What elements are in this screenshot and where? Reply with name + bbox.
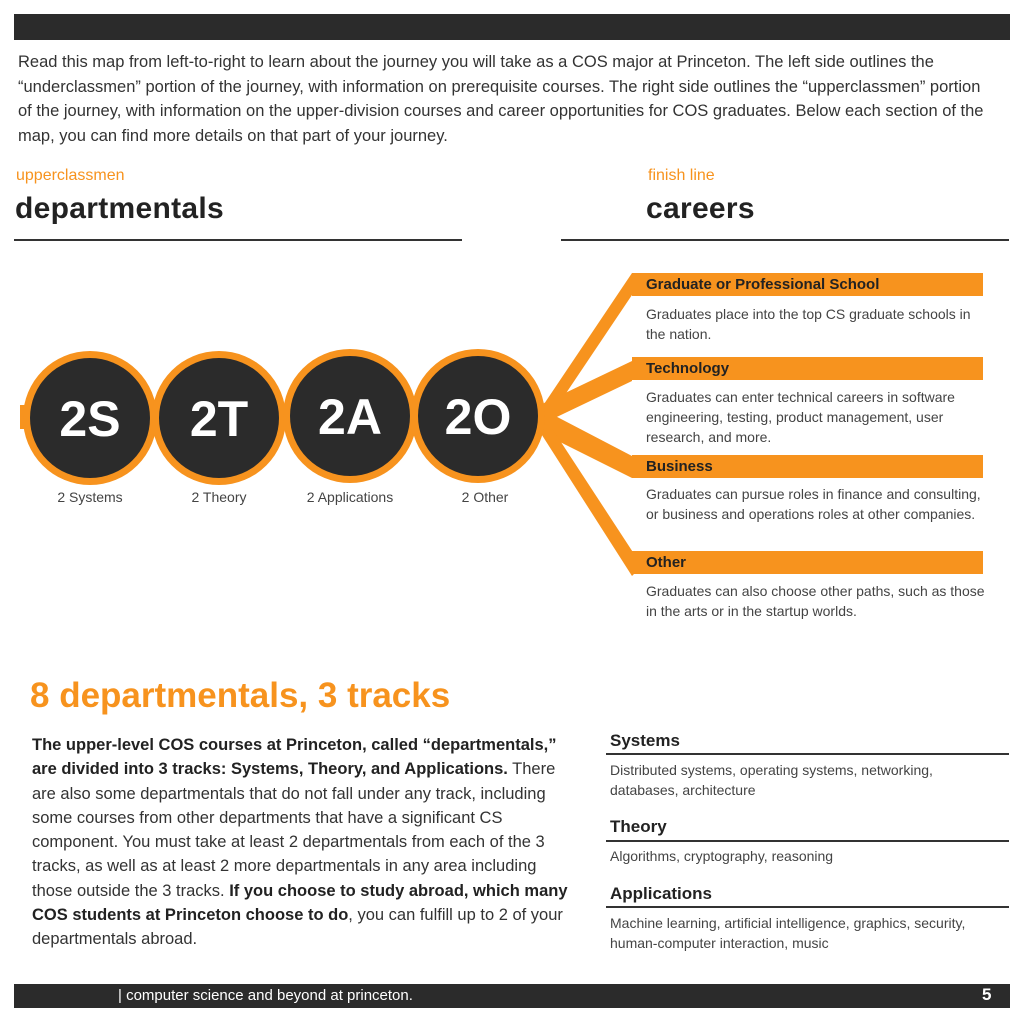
- track-rule-theory: [606, 840, 1009, 842]
- career-desc-technology: Graduates can enter technical careers in software engineering, testing, product management, user research, and more.: [646, 389, 955, 445]
- track-title-systems: Systems: [610, 731, 680, 750]
- tracks-heading: 8 departmentals, 3 tracks: [30, 676, 451, 715]
- careers-kicker: finish line: [648, 167, 715, 184]
- track-title-theory: Theory: [610, 817, 667, 836]
- circle-code: 2T: [189, 391, 249, 447]
- body-text-1: There are also some departmentals that do not fall under any track, including some courses from other departments that have a significant CS component. You must take at least 2 departmentals from each of the 3 tracks, as well as at least 2 more departmentals in any area including those outside the 3 tracks.: [32, 760, 556, 900]
- circle-label-theory: 2 Theory: [191, 489, 247, 505]
- departmentals-kicker: upperclassmen: [16, 167, 125, 184]
- career-title-graduate: Graduate or Professional School: [646, 276, 880, 293]
- track-rule-systems: [606, 753, 1009, 755]
- circle-label-systems: 2 Systems: [57, 489, 123, 505]
- circle-2s: [23, 351, 157, 485]
- circle-2t: [152, 351, 286, 485]
- footer-text: | computer science and beyond at princeton.: [118, 987, 413, 1004]
- career-desc-business: Graduates can pursue roles in finance and consulting, or business and operations roles at other companies.: [646, 486, 981, 522]
- circle-code: 2S: [59, 391, 121, 447]
- body-bold-1: The upper-level COS courses at Princeton, called “departmentals,” are divided into 3 tracks: Systems, Theory, and Applications.: [32, 736, 557, 779]
- circle-code: 2O: [444, 389, 512, 445]
- page-number: 5: [982, 985, 992, 1004]
- circle-label-other: 2 Other: [461, 489, 509, 505]
- track-desc-systems: Distributed systems, operating systems, networking, databases, architecture: [610, 762, 933, 798]
- departmentals-title: departmentals: [15, 192, 224, 225]
- body-bold-2: If you choose to study abroad, which many COS students at Princeton choose to do: [32, 881, 568, 925]
- career-title-business: Business: [646, 458, 713, 475]
- career-desc-graduate: Graduates place into the top CS graduate schools in the nation.: [646, 306, 971, 342]
- track-title-applications: Applications: [610, 884, 713, 903]
- tracks-body: [32, 733, 577, 952]
- track-rule-applications: [606, 906, 1009, 908]
- circle-2a: [283, 349, 417, 483]
- intro-paragraph: Read this map from left-to-right to learn about the journey you will take as a COS major at Princeton. The left side outlines the “underclassmen” portion of the journey, with information on prerequisite courses. The right side outlines the “upperclassmen” portion of the journey, with information on the upper-division courses and career opportunities for COS graduates. Below each section of the map, you can find more details on that part of your journey.: [18, 53, 984, 145]
- careers-title: careers: [646, 192, 755, 225]
- body-text-2: , you can fulfill up to 2 of your departmentals abroad.: [32, 906, 563, 949]
- career-title-technology: Technology: [646, 360, 730, 377]
- branch-lines: [540, 273, 642, 576]
- circle-label-applications: 2 Applications: [306, 489, 394, 505]
- circle-code: 2A: [318, 389, 382, 445]
- track-desc-theory: Algorithms, cryptography, reasoning: [610, 848, 834, 864]
- circle-2o: [411, 349, 545, 483]
- career-title-other: Other: [646, 554, 687, 571]
- career-desc-other: Graduates can also choose other paths, such as those in the arts or in the startup worlds.: [646, 583, 985, 619]
- track-desc-applications: Machine learning, artificial intelligence, graphics, security, human-computer interaction, music: [610, 915, 966, 951]
